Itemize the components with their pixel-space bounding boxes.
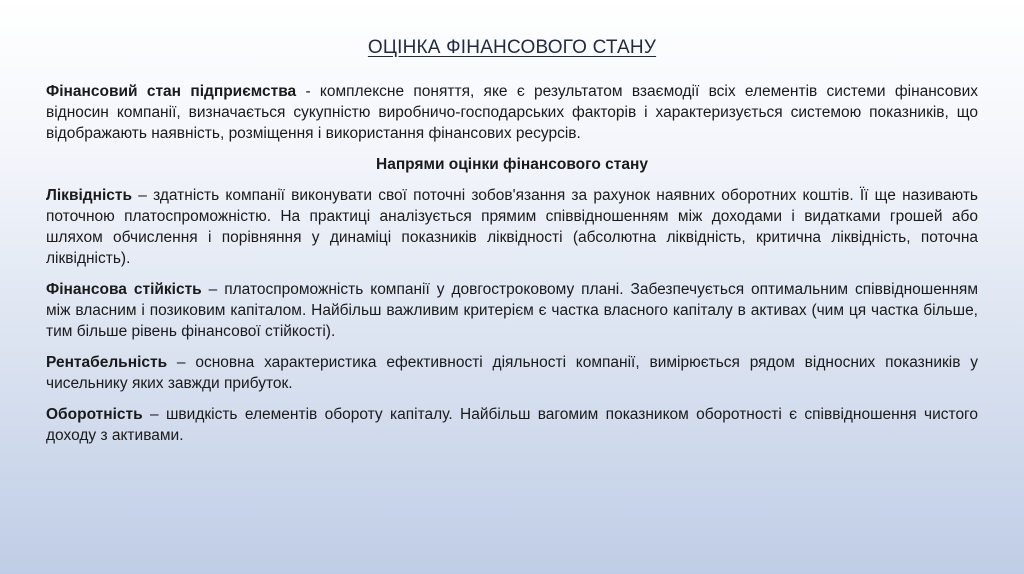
slide-title: ОЦІНКА ФІНАНСОВОГО СТАНУ	[367, 37, 657, 58]
intro-term: Фінансовий стан підприємства	[46, 83, 297, 100]
term-profitability: Рентабельність	[46, 354, 168, 371]
text-turnover: – швидкість елементів обороту капіталу. Найбільш вагомим показником оборотності є співвідношення чистого доходу з активами.	[46, 406, 978, 444]
paragraph-profitability	[46, 352, 978, 394]
intro-paragraph	[46, 81, 978, 144]
text-financial-stability: – платоспроможність компанії у довгостроковому плані. Забезпечується оптимальним співвідношенням між власним і позиковим капіталом. Найбільш важливим критерієм є частка власного капіталу в активах (чим ця частка більше, тим більше рівень фінансової стійкості).	[46, 281, 978, 340]
text-liquidity: – здатність компанії виконувати свої поточні зобов'язання за рахунок наявних оборотних коштів. Її ще називають поточною платоспроможністю. На практиці аналізується прямим співвідношенням між доходами і видатками грошей або шляхом обчислення і порівняння у динаміці показників ліквідності (абсолютна ліквідність, критична ліквідність, поточна ліквідність).	[46, 187, 978, 267]
paragraph-financial-stability	[46, 279, 978, 342]
paragraph-turnover	[46, 404, 978, 446]
text-profitability: – основна характеристика ефективності діяльності компанії, вимірюється рядом відносних показників у чисельнику яких завжди прибуток.	[46, 354, 978, 392]
intro-text: - комплексне поняття, яке є результатом взаємодії всіх елементів системи фінансових відносин компанії, визначається сукупністю виробничо-господарських факторів і характеризується системою показників, що відображають наявність, розміщення і використання фінансових ресурсів.	[46, 83, 978, 142]
term-financial-stability: Фінансова стійкість	[46, 281, 202, 298]
section-subheading: Напрями оцінки фінансового стану	[376, 156, 648, 173]
term-turnover: Оборотність	[46, 406, 143, 423]
term-liquidity: Ліквідність	[46, 187, 133, 204]
slide-content	[46, 81, 978, 446]
paragraph-liquidity	[46, 185, 978, 269]
